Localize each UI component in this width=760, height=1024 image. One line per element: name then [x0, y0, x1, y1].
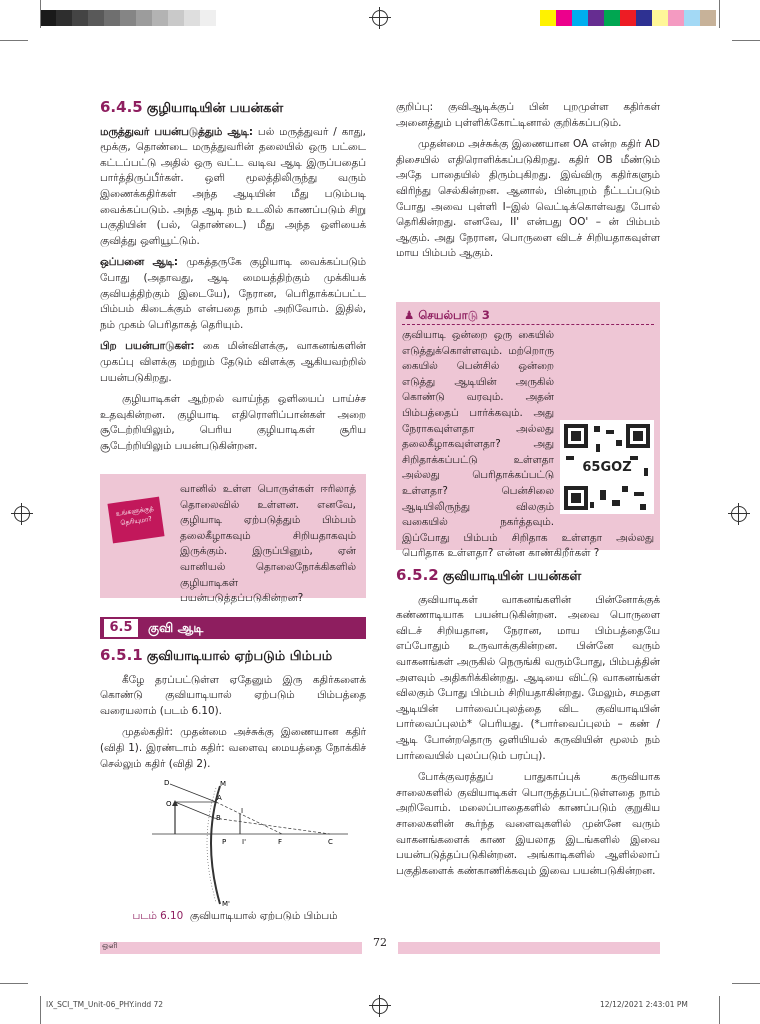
footer-subject: ஒளி	[102, 941, 118, 950]
section-heading-6-4-5: 6.4.5 குழியாடியின் பயன்கள்	[100, 98, 284, 116]
paragraph-doctor-mirror: மருத்துவர் பயன்படுத்தும் ஆடி: பல் மருத்துவர் / காது, மூக்கு, தொண்டை மருத்துவரின் தலையில் ஒரு பட்டை கட்டப்பட்டு அதில் ஒரு வட்ட வடிவ ஆடி இருப்பதைப் பார்த்திருப்பீர்கள். ஒளி மூலத்திலிருந்து வரும் இணைக்கதிர்கள் அந்த ஆடியின் மீது படும்படி வைக்கப்படும். அந்த ஆடி நம் உடலில் காணப்படும் சிறு பகுதியின் (பல், தொண்டை) மீது அந்த ஒளியைக் குவித்து ஒளியூட்டும்.	[100, 125, 366, 247]
color-swatch	[652, 10, 668, 26]
footer-bar-left	[100, 942, 362, 954]
did-you-know-text: வானில் உள்ள பொருள்கள் ஈரிலாத் தொலைவில் உள்ளன. எனவே, குழியாடி ஏற்படுத்தும் பிம்பம் தலைகீழாகவும் சிறியதாகவும் இருக்கும். இருப்பினும், ஏன் வானியல் தொலைநோக்கிகளில் குழியாடிகள் பயன்படுத்தப்படுகின்றன?	[180, 483, 356, 605]
qr-code-label: 65GOZ	[582, 460, 632, 475]
figure-caption: படம் 6.10 குவியாடியால் ஏற்படும் பிம்பம்	[132, 910, 338, 922]
crop-mark	[719, 996, 720, 1024]
ray-ob	[175, 802, 214, 818]
did-you-know-box	[100, 474, 366, 605]
paragraph-other-uses: பிற பயன்பாடுகள்: கை மின்விளக்கு, வாகனங்களின் முகப்பு விளக்கு மற்றும் தேடும் விளக்கு ஆகியவற்றில் பயன்படுகிறது.	[100, 340, 367, 384]
gray-swatch	[200, 10, 216, 26]
person-icon: ♟	[404, 308, 415, 322]
gray-swatch	[104, 10, 120, 26]
gray-swatch	[184, 10, 200, 26]
label-f: F	[278, 838, 283, 846]
label-a: A	[217, 794, 222, 802]
color-swatch	[700, 10, 716, 26]
activity-title: ♟ செயல்பாடு 3	[404, 308, 490, 322]
color-swatch	[604, 10, 620, 26]
mirror-arc	[211, 786, 220, 904]
virtual-ray-c	[214, 818, 330, 834]
file-name: IX_SCI_TM_Unit-06_PHY.indd 72	[46, 1000, 164, 1009]
convex-mirror-figure	[150, 776, 350, 908]
print-datetime: 12/12/2021 2:43:01 PM	[600, 1000, 688, 1009]
note-text: குறிப்பு: குவிஆடிக்குப் பின் புறமுள்ள கதிர்கள் அனைத்தும் புள்ளிக்கோட்டினால் குறிக்கப்படும்.	[396, 101, 660, 129]
paragraph-road-safety: போக்குவரத்துப் பாதுகாப்புக் கருவியாக சாலைகளில் குவியாடிகள் பொருத்தப்பட்டுள்ளதை நாம் அறிவோம். மலைப்பாதைகளில் காணப்படும் குறுகிய சாலைகளின் கூர்ந்த வளைவுகளில் முன்னே வரும் வாகனங்களைக் காண இயலாத இடங்களில் இவை பயன்படுத்தப்படுகின்றன. அங்காடிகளில் ஆளில்லாப் பகுதிகளைக் கண்காணிக்கவும் இவை பயன்படுகின்றன.	[396, 771, 660, 877]
label-b: B	[216, 814, 221, 822]
crop-mark	[40, 0, 41, 28]
gray-swatch	[152, 10, 168, 26]
ray-ad	[170, 784, 216, 802]
label-i-prime: I'	[242, 838, 246, 846]
left-column-lower	[100, 648, 366, 778]
crop-mark	[719, 0, 720, 28]
label-c: C	[328, 838, 333, 846]
paragraph-heaters: குழியாடிகள் ஆற்றல் வாய்ந்த ஒளியைப் பாய்ச்ச உதவுகின்றன. குழியாடி எதிரொளிப்பான்கள் அறை சூடேற்றியிலும், பெரிய குழியாடிகள் சூரிய சூடேற்றியிலும் பயன்படுகின்றன.	[100, 393, 366, 452]
label-i: I	[241, 807, 244, 815]
section-heading-6-5-1: 6.5.1 குவியாடியால் ஏற்படும் பிம்பம்	[100, 646, 333, 664]
paragraph-image-formation: முதன்மை அச்சுக்கு இணையான OA என்ற கதிர் AD திசையில் எதிரொளிக்கப்படுகிறது. கதிர் OB மீண்டும் அதே பாதையில் திரும்புகிறது. இவ்விரு கதிர்களும் விரிந்து செல்கின்றன. ஆனால், பின்புறம் நீட்டப்படும் போது அவை புள்ளி I–இல் வெட்டிக்கொள்வது போல் தெரிகின்றது. எனவே, II' என்பது OO' – ன் பிம்பம் ஆகும். அது நேரான, பொருளை விடச் சிறியதாகவுள்ள மாய பிம்பம் ஆகும்.	[396, 138, 660, 260]
label-m: M	[220, 780, 227, 788]
label-m-prime: M'	[222, 900, 230, 908]
color-swatch	[636, 10, 652, 26]
gray-swatch	[56, 10, 72, 26]
page-number: 72	[373, 936, 387, 949]
gray-swatch	[168, 10, 184, 26]
crop-mark	[40, 996, 41, 1024]
paragraph-rear-view: குவியாடிகள் வாகனங்களின் பின்னோக்குக் கண்ணாடியாக பயன்படுகின்றன. அவை பொருளை விடச் சிறியதான, நேரான, மாய பிம்பத்தையே எப்போதும் உருவாக்குகின்றன. பின்னே வரும் வாகனங்கள் அருகில் நெருங்கி வரும்போது, பிம்பத்தின் அளவும் அதிகரிக்கின்றது. ஆடியை விட்டு வாகனங்கள் விலகும் போது பிம்பம் சிறியதாகின்றது. மேலும், சமதள ஆடியின் பார்வைப்புலத்தை விட குவியாடியின் பார்வைப்புலம்* பெரியது. (*பார்வைப்புலம் – கண் / ஆடி போன்றதொரு ஒளியியல் கருவியின் மூலம் நம் பார்வையில் புலப்படும் பரப்பு).	[396, 593, 660, 762]
section-number-box: 6.5	[104, 619, 138, 637]
activity-divider	[402, 324, 654, 325]
gray-color-bar	[40, 10, 216, 26]
color-swatch	[668, 10, 684, 26]
right-column-lower	[396, 568, 660, 885]
activity-text: 65GOZ குவியாடி ஒன்றை ஒரு கையில் எடுத்துக்கொள்ளவும். மற்றொரு கையில் பென்சில் ஒன்றை எடுத்து ஆடியின் அருகில் கொண்டு வரவும். அதன் பிம்பத்தைப் பார்க்கவும். அது நேராகவுள்ளதா அல்லது தலைகீழாகவுள்ளதா? அது சிறிதாக்கப்பட்டு உள்ளதா அல்லது பெரிதாக்கப்பட்டு உள்ளதா? பென்சிலை ஆடியிலிருந்து விலகும் வகையில் நகர்த்தவும். இப்போது பிம்பம் சிறிதாக உள்ளதா அல்லது பெரிதாக உள்ளதா? என்ன காண்கிறீர்கள் ?	[402, 329, 654, 560]
did-you-know-badge: உங்களுக்குத் தெரியுமா?	[107, 497, 164, 544]
label-d: D	[164, 779, 170, 787]
activity-box	[396, 302, 660, 560]
paragraph-makeup-mirror: ஒப்பனை ஆடி: முகத்தருகே குழியாடி வைக்கப்படும் போது (அதாவது, ஆடி மையத்திற்கும் முக்கியக் குவியத்திற்கும் இடையே), நேரான, பெரிதாக்கப்பட்ட பிம்பம் கிடைக்கும் என்பதை நாம் அறிவோம். இதில், நம் முகம் பெரிதாகத் தெரியும்.	[100, 256, 367, 331]
crop-mark	[0, 40, 28, 41]
gray-swatch	[40, 10, 56, 26]
color-swatch	[620, 10, 636, 26]
virtual-ray-f	[216, 802, 282, 834]
left-column	[100, 100, 366, 460]
registration-mark-left	[14, 506, 30, 522]
color-swatch	[540, 10, 556, 26]
gray-swatch	[136, 10, 152, 26]
gray-swatch	[120, 10, 136, 26]
section-6-5-bar	[100, 617, 366, 639]
section-heading-6-5-2: 6.5.2 குவியாடியின் பயன்கள்	[396, 566, 582, 584]
paragraph-ray-diagram: கீழே தரப்பட்டுள்ள ஏதேனும் இரு கதிர்களைக் கொண்டு குவியாடியால் ஏற்படும் பிம்பத்தை வரையலாம் (படம் 6.10).	[100, 673, 366, 717]
crop-mark	[0, 983, 28, 984]
color-swatch	[572, 10, 588, 26]
paragraph-rays: முதல்கதிர்: முதன்மை அச்சுக்கு இணையான கதிர் (விதி 1). இரண்டாம் கதிர்: வளைவு மையத்தை நோக்கிச் செல்லும் கதிர் (விதி 2).	[100, 726, 366, 770]
section-title: குவி ஆடி	[148, 620, 204, 635]
label-p: P	[222, 838, 227, 846]
registration-mark-right	[731, 506, 747, 522]
crop-mark	[732, 40, 760, 41]
color-swatch	[588, 10, 604, 26]
crop-mark	[732, 983, 760, 984]
registration-mark-bottom	[372, 998, 388, 1014]
qr-code	[560, 420, 654, 514]
footer-bar-right	[398, 942, 660, 954]
color-swatch	[684, 10, 700, 26]
gray-swatch	[88, 10, 104, 26]
color-swatch	[556, 10, 572, 26]
right-column	[396, 100, 660, 268]
label-o: O	[166, 800, 172, 808]
gray-swatch	[72, 10, 88, 26]
registration-mark-top	[372, 10, 388, 26]
color-bar	[540, 10, 716, 26]
